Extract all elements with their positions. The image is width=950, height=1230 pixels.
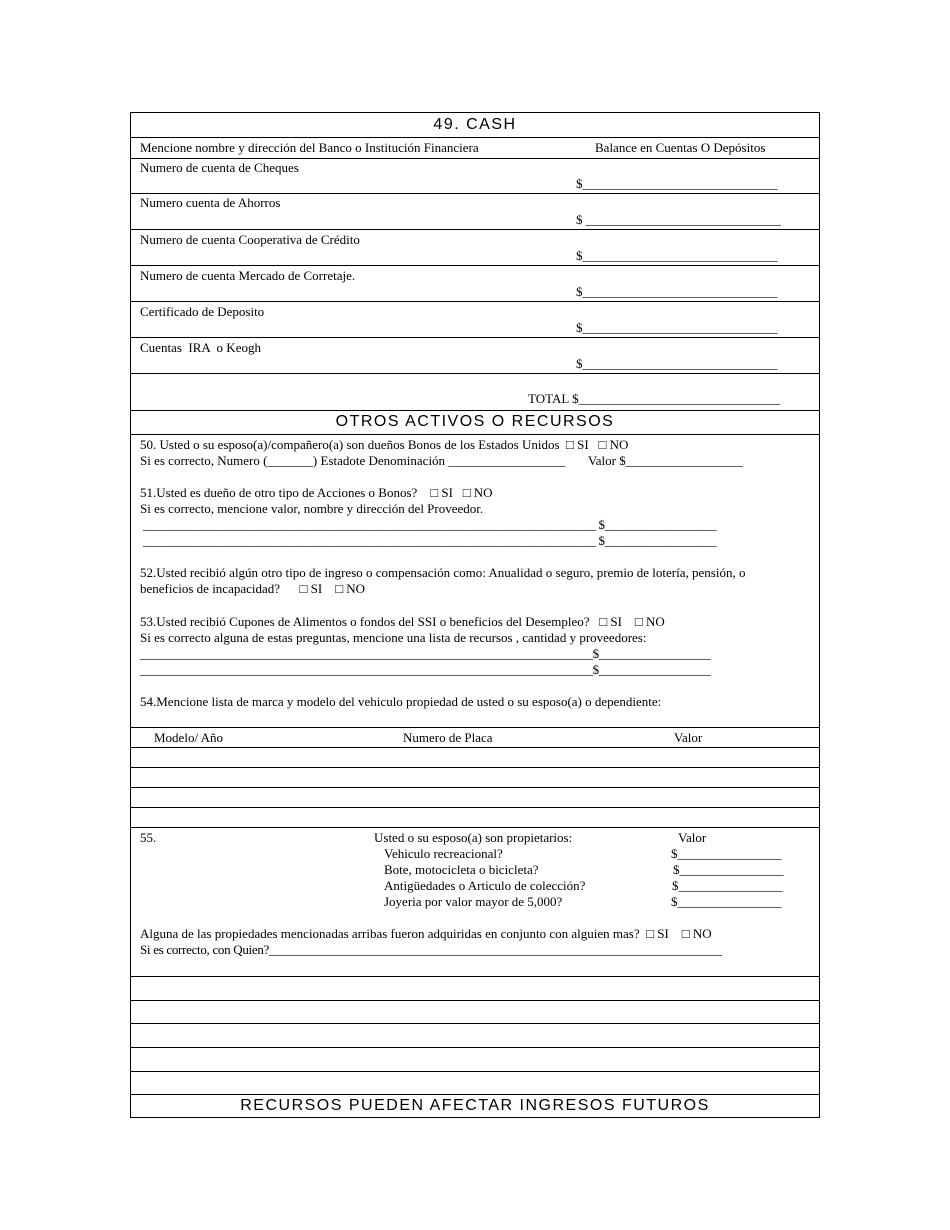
q55-number: 55.	[140, 830, 157, 845]
certificate-deposit-label: Certificado de Deposito	[140, 304, 265, 319]
q55-antiques-label: Antigüedades o Articulo de colección?	[384, 878, 586, 893]
credit-union-balance-field[interactable]: $______________________________	[576, 248, 778, 263]
q55-jewelry-label: Joyeria por valor mayor de 5,000?	[384, 894, 563, 909]
q55-value-heading: Valor	[678, 830, 707, 845]
cash-col-left-header: Mencione nombre y dirección del Banco o Institución Financiera	[140, 140, 479, 155]
q50-bond-details-field[interactable]: Si es correcto, Numero (_______) Estadote Denominación __________________ Valor $__________________	[140, 453, 743, 468]
vehicle-col-plate: Numero de Placa	[403, 730, 493, 745]
certificate-deposit-balance-field[interactable]: $______________________________	[576, 320, 778, 335]
checking-balance-field[interactable]: $______________________________	[576, 176, 778, 191]
footer-warning: RECURSOS PUEDEN AFECTAR INGRESOS FUTUROS	[240, 1097, 710, 1114]
ira-keogh-label: Cuentas IRA o Keogh	[140, 340, 261, 355]
q55-antiques-value[interactable]: $________________	[672, 878, 783, 893]
q50-us-bonds-question: 50. Usted o su esposo(a)/compañero(a) son dueños Bonos de los Estados Unidos □ SI □ NO	[140, 437, 629, 452]
blank-row-line[interactable]	[131, 1071, 819, 1072]
divider	[131, 137, 819, 138]
q51-stocks-question: 51.Usted es dueño de otro tipo de Acciones o Bonos? □ SI □ NO	[140, 485, 493, 500]
divider	[131, 337, 819, 338]
q51-entry-line-1[interactable]: _________________________________________________________________________ $__________________	[143, 517, 717, 532]
divider	[131, 373, 819, 374]
q52-other-income-question: 52.Usted recibió algún otro tipo de ingreso o compensación como: Anualidad o seguro, premio de lotería, pensión, o	[140, 565, 746, 580]
divider	[131, 265, 819, 266]
vehicle-col-model: Modelo/ Año	[154, 730, 223, 745]
vehicle-row-line[interactable]	[131, 807, 819, 808]
q54-vehicles-question: 54.Mencione lista de marca y modelo del vehiculo propiedad de usted o su esposo(a) o dependiente:	[140, 694, 662, 709]
vehicle-col-value: Valor	[674, 730, 703, 745]
q51-instructions: Si es correcto, mencione valor, nombre y dirección del Proveedor.	[140, 501, 484, 516]
checking-account-label: Numero de cuenta de Cheques	[140, 160, 299, 175]
q53-entry-line-2[interactable]: _________________________________________________________________________$__________________	[140, 662, 711, 677]
divider	[131, 727, 819, 728]
divider	[131, 158, 819, 159]
vehicle-row-line[interactable]	[131, 767, 819, 768]
savings-balance-field[interactable]: $ ______________________________	[576, 212, 781, 227]
q53-instructions: Si es correcto alguna de estas preguntas, mencione una lista de recursos , cantidad y proveedores:	[140, 630, 647, 645]
divider	[131, 434, 819, 435]
blank-row-line[interactable]	[131, 1023, 819, 1024]
other-assets-title: OTROS ACTIVOS O RECURSOS	[335, 413, 615, 430]
vehicle-row-line[interactable]	[131, 787, 819, 788]
q55-joint-ownership-question: Alguna de las propiedades mencionadas arribas fueron adquiridas en conjunto con alguien mas? □ SI □ NO	[140, 926, 712, 941]
q55-boat-label: Bote, motocicleta o bicicleta?	[384, 862, 539, 877]
brokerage-balance-field[interactable]: $______________________________	[576, 284, 778, 299]
blank-row-line[interactable]	[131, 1047, 819, 1048]
q55-joint-owner-field[interactable]: Si es correcto, con Quien?_________________________________________________________________________	[140, 942, 722, 957]
q55-boat-value[interactable]: $________________	[673, 862, 784, 877]
brokerage-account-label: Numero de cuenta Mercado de Corretaje.	[140, 268, 356, 283]
cash-section-title: 49. CASH	[433, 116, 517, 133]
divider	[131, 827, 819, 828]
q55-recreational-vehicle-label: Vehiculo recreacional?	[384, 846, 503, 861]
financial-resources-form	[130, 112, 820, 1118]
divider	[131, 747, 819, 748]
q55-jewelry-value[interactable]: $________________	[671, 894, 782, 909]
savings-account-label: Numero cuenta de Ahorros	[140, 195, 281, 210]
q53-food-stamps-question: 53.Usted recibió Cupones de Alimentos o fondos del SSI o beneficios del Desempleo? □ SI □ NO	[140, 614, 665, 629]
divider	[131, 410, 819, 411]
credit-union-account-label: Numero de cuenta Cooperativa de Crédito	[140, 232, 360, 247]
q51-entry-line-2[interactable]: _________________________________________________________________________ $__________________	[143, 533, 717, 548]
divider	[131, 976, 819, 977]
q53-entry-line-1[interactable]: _________________________________________________________________________$__________________	[140, 646, 711, 661]
divider	[131, 1094, 819, 1095]
divider	[131, 301, 819, 302]
divider	[131, 193, 819, 194]
divider	[131, 229, 819, 230]
q55-heading: Usted o su esposo(a) son propietarios:	[374, 830, 573, 845]
q52-disability-question: beneficios de incapacidad? □ SI □ NO	[140, 581, 366, 596]
cash-col-right-header: Balance en Cuentas O Depósitos	[595, 140, 766, 155]
cash-total-field[interactable]: TOTAL $_______________________________	[528, 391, 781, 406]
q55-recreational-vehicle-value[interactable]: $________________	[671, 846, 782, 861]
blank-row-line[interactable]	[131, 1000, 819, 1001]
ira-keogh-balance-field[interactable]: $______________________________	[576, 356, 778, 371]
